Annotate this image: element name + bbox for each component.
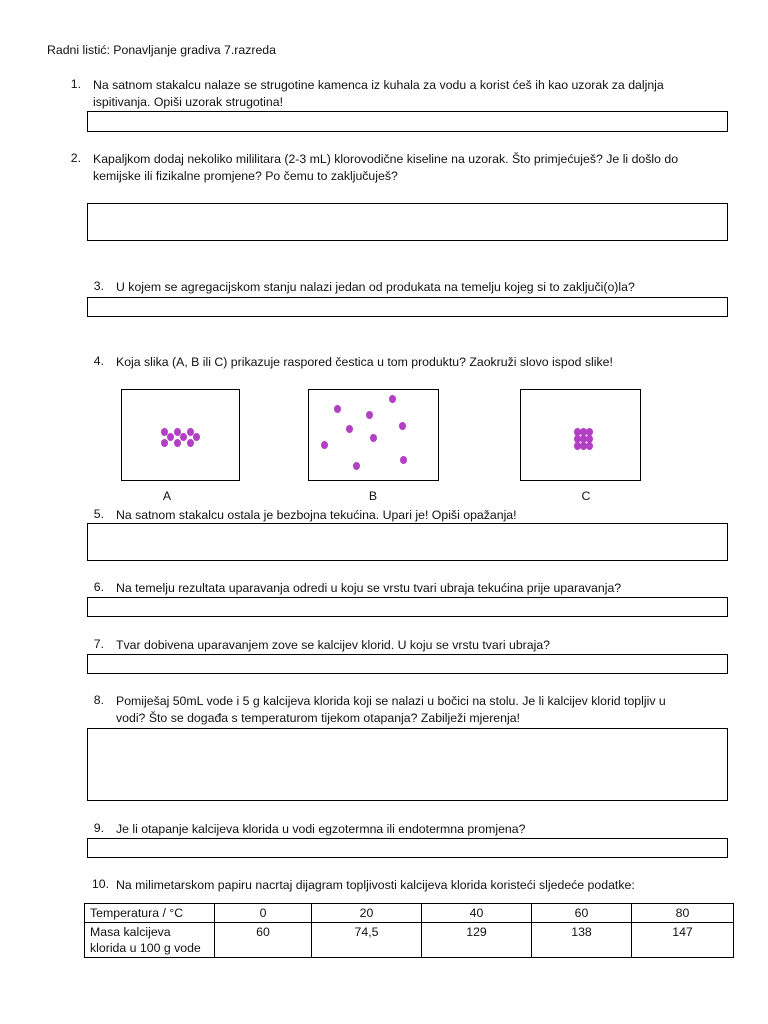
question-6-number: 6. [93,580,104,594]
table-row-label: Temperatura / °C [85,904,215,923]
question-4-text: Koja slika (A, B ili C) prikazuje raspored čestica u tom produktu? Zaokruži slovo ispod slike! [116,355,613,369]
particle [167,433,174,441]
question-9-number: 9. [93,821,104,835]
question-1-line-1: Na satnom stakalcu nalaze se strugotine kamenca iz kuhala za vodu a korist ćeš ih kao uzorak za daljnja [93,78,664,92]
particle [334,405,341,413]
figure-label-b[interactable]: B [368,489,378,503]
question-7-text: Tvar dobivena uparavanjem zove se kalcijev klorid. U koju se vrstu tvari ubraja? [116,638,551,652]
question-2-line-1: Kapaljkom dodaj nekoliko mililitara (2-3 mL) klorovodične kiseline na uzorak. Što primjećuješ? Je li došlo do [93,152,679,166]
particle [399,422,406,430]
question-2-line-2: kemijske ili fizikalne promjene? Po čemu to zaključuješ? [93,169,398,183]
question-8-text [116,693,666,727]
table-cell: 129 [422,923,532,958]
table-cell: 0 [215,904,312,923]
particle-figure-a [121,389,240,481]
table-cell: 80 [632,904,734,923]
question-8-number: 8. [93,693,104,707]
particle [174,439,181,447]
particle [586,442,593,450]
figure-label-c[interactable]: C [581,489,591,503]
question-4-number: 4. [93,354,104,368]
answer-box-3[interactable] [87,297,728,317]
answer-box-5[interactable] [87,523,728,561]
particle [193,433,200,441]
table-cell: 138 [532,923,632,958]
question-1-text [93,77,664,111]
question-10-text: Na milimetarskom papiru nacrtaj dijagram topljivosti kalcijeva klorida koristeći sljedeće podatke: [116,878,635,892]
particle [370,434,377,442]
particle [346,425,353,433]
answer-box-9[interactable] [87,838,728,858]
worksheet-title: Radni listić: Ponavljanje gradiva 7.razreda [47,43,276,57]
answer-box-6[interactable] [87,597,728,617]
particle [161,439,168,447]
table-row-temperature [85,904,734,923]
particle [321,441,328,449]
question-2-number: 2. [70,151,81,165]
question-6-text: Na temelju rezultata uparavanja odredi u koju se vrstu tvari ubraja tekućina prije uparavanja? [116,581,622,595]
answer-box-7[interactable] [87,654,728,674]
table-cell: 60 [532,904,632,923]
particle [187,439,194,447]
particle [400,456,407,464]
question-1-line-2: ispitivanja. Opiši uzorak strugotina! [93,95,284,109]
question-8-line-1: Pomiješaj 50mL vode i 5 g kalcijeva klorida koji se nalazi u bočici na stolu. Je li kalcijev klorid topljiv u [116,694,666,708]
question-5-number: 5. [93,507,104,521]
answer-box-2[interactable] [87,203,728,241]
particle-figure-b [308,389,439,481]
table-row-label-line-1: Masa kalcijeva [90,925,171,939]
particle [353,462,360,470]
answer-box-1[interactable] [87,111,728,132]
table-cell: 74,5 [312,923,422,958]
question-7-number: 7. [93,637,104,651]
question-3-text: U kojem se agregacijskom stanju nalazi jedan od produkata na temelju kojeg si to zaključi(o)la? [116,280,635,294]
table-cell: 60 [215,923,312,958]
question-2-text [93,151,678,185]
solubility-data-table [84,903,734,958]
particle [389,395,396,403]
figure-label-a[interactable]: A [162,489,172,503]
table-cell: 147 [632,923,734,958]
question-3-number: 3. [93,279,104,293]
particle-figure-c [520,389,641,481]
table-row-label [85,923,215,958]
particle [366,411,373,419]
question-5-text: Na satnom stakalcu ostala je bezbojna tekućina. Upari je! Opiši opažanja! [116,508,517,522]
answer-box-8[interactable] [87,728,728,801]
question-8-line-2: vodi? Što se događa s temperaturom tijekom otapanja? Zabilježi mjerenja! [116,711,520,725]
particle [180,433,187,441]
table-cell: 20 [312,904,422,923]
question-9-text: Je li otapanje kalcijeva klorida u vodi egzotermna ili endotermna promjena? [116,822,526,836]
question-1-number: 1. [70,77,81,91]
question-10-number: 10. [91,877,109,891]
table-cell: 40 [422,904,532,923]
table-row-label-line-2: klorida u 100 g vode [90,941,201,955]
table-row-mass [85,923,734,958]
